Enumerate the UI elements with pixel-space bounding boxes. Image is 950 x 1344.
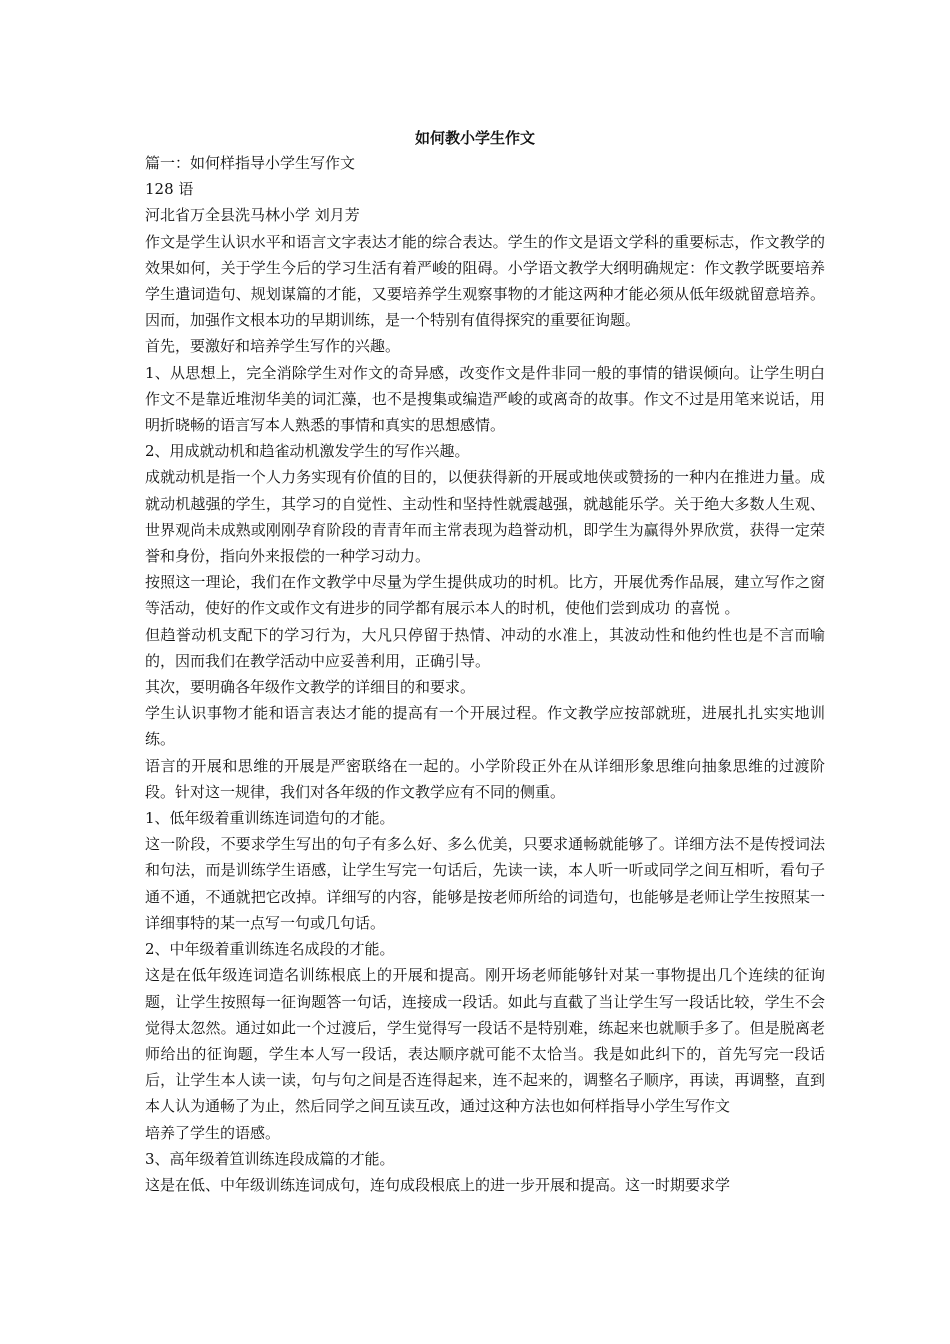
paragraph: 这是在低年级连词造名训练根底上的开展和提高。刚开场老师能够针对某一事物提出几个连续的征询题，让学生按照每一征询题答一句话，连接成一段话。如此与直截了当让学生写一段话比较，学生不会觉得太忽然。通过如此一个过渡后，学生觉得写一段话不是特别难，练起来也就顺手多了。但是脱离老师给出的征询题，学生本人写一段话，表达顺序就可能不太恰当。我是如此纠下的，首先写完一段话后，让学生本人读一读，句与句之间是否连得起来，连不起来的，调整名子顺序，再读，再调整，直到本人认为通畅了为止，然后同学之间互读互改，通过这种方法也如何样指导小学生写作文	[145, 966, 825, 1116]
document-body	[145, 150, 825, 1198]
list-heading: 2、用成就动机和趋雀动机激发学生的写作兴趣。	[145, 442, 470, 461]
paragraph: 1、从思想上，完全消除学生对作文的奇异感，改变作文是件非同一般的事情的错误倾向。让学生明白作文不是靠近堆沏华美的词汇藻，也不是搜集或编造严峻的或离奇的故事。作文不过是用笔来说话，用明折晓畅的语言写本人熟悉的事情和真实的思想感情。	[145, 363, 825, 435]
paragraph: 这一阶段，不要求学生写出的句子有多么好、多么优美，只要求通畅就能够了。详细方法不是传授词法和句法，而是训练学生语感，让学生写完一句话后，先读一读，本人听一听或同学之间互相听，看句子通不通，不通就把它改掉。详细写的内容，能够是按老师所给的词造句，也能够是老师让学生按照某一详细事特的某一点写一句或几句话。	[145, 835, 825, 932]
section-heading: 首先，要激好和培养学生写作的兴趣。	[145, 337, 401, 356]
section-heading: 其次，要明确各年级作文教学的详细目的和要求。	[145, 678, 476, 697]
paragraph: 培养了学生的语感。	[145, 1123, 281, 1142]
paragraph: 作文是学生认识水平和语言文字表达才能的综合表达。学生的作文是语文学科的重要标志，作文教学的效果如何，关于学生今后的学习生活有着严峻的阻碍。小学语文教学大纲明确规定：作文教学既要培养学生遣词造句、规划谋篇的才能，又要培养学生观察事物的才能这两种才能必须从低年级就留意培养。因而，加强作文根本功的早期训练，是一个特别有值得探究的重要征询题。	[145, 232, 825, 330]
list-heading: 1、低年级着重训练连词造句的才能。	[145, 809, 395, 828]
word-count: 128 语	[145, 180, 194, 199]
paragraph: 学生认识事物才能和语言表达才能的提高有一个开展过程。作文教学应按部就班，进展扎扎实实地训练。	[145, 704, 825, 749]
heading-article-one: 篇一：如何样指导小学生写作文	[145, 154, 356, 172]
document-title: 如何教小学生作文	[414, 129, 535, 147]
paragraph: 成就动机是指一个人力务实现有价值的目的，以便获得新的开展或地侠或赞扬的一种内在推进力量。成就动机越强的学生，其学习的自觉性、主动性和坚持性就震越强，就越能乐学。关于绝大多数人生观、世界观尚未成熟或刚刚孕育阶段的青青年而主常表现为趋誉动机，即学生为赢得外界欣赏，获得一定荣誉和身份，指向外来报偿的一种学习动力。	[145, 468, 825, 566]
paragraph: 但趋誉动机支配下的学习行为，大凡只停留于热情、冲动的水准上，其波动性和他约性也是不言而喻的，因而我们在教学活动中应妥善利用，正确引导。	[145, 625, 825, 670]
paragraph: 语言的开展和思维的开展是严密联络在一起的。小学阶段正外在从详细形象思维向抽象思维的过渡阶段。针对这一规律，我们对各年级的作文教学应有不同的侧重。	[145, 756, 825, 801]
paragraph: 按照这一理论，我们在作文教学中尽量为学生提供成功的时机。比方，开展优秀作品展，建立写作之窗等活动，使好的作文或作文有进步的同学都有展示本人的时机，使他们尝到成功 的喜悦 。	[145, 573, 825, 618]
list-heading: 2、中年级着重训练连名成段的才能。	[145, 940, 395, 959]
list-heading: 3、高年级着笪训练连段成篇的才能。	[145, 1149, 395, 1168]
paragraph: 这是在低、中年级训练连词成句，连句成段根底上的进一步开展和提高。这一时期要求学	[145, 1175, 731, 1194]
author-line: 河北省万全县洗马林小学 刘月芳	[145, 206, 360, 225]
